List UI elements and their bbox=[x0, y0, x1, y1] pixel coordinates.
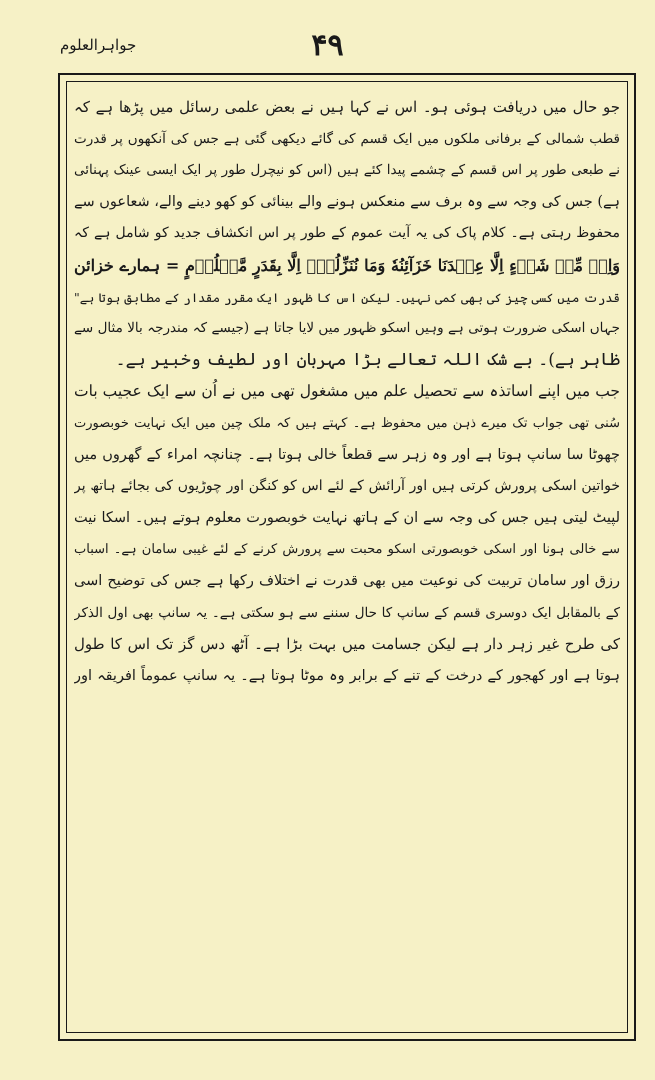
text-line: کی طرح غیر زہر دار ہے لیکن جسامت میں بہت بڑا ہے۔ آٹھ دس گز تک اس کا طول bbox=[74, 635, 620, 654]
page-number: ۴۹ bbox=[311, 28, 344, 63]
text-line: جو حال میں دریافت ہوئی ہو۔ اس نے کہا ہیں نے بعض علمی رسائل میں پڑھا ہے کہ bbox=[74, 98, 620, 116]
text-line: قطب شمالی کے برفانی ملکوں میں ایک قسم کی گائے دیکھی گئی ہے جس کی آنکھوں پر قدرت bbox=[74, 130, 620, 147]
text-line: لپیٹ لیتی ہیں جس کی وجہ سے ان کے ہاتھ نہایت خوبصورت معلوم ہوتے ہیں۔ اسکا نیت bbox=[74, 509, 620, 526]
text-line: قدرت میں کسی چیز کی بھی کمی نہیں۔ لیکن اس کا ظہور ایک مقرر مقدار کے مطابق ہوتا ہے" bbox=[74, 289, 620, 305]
text-line: ظاہر ہے)۔ بے شک اللہ تعالے بڑا مہربان اور لطیف وخبیر ہے۔ bbox=[115, 349, 620, 370]
text-line: جب میں اپنے اساتذہ سے تحصیل علم میں مشغول تھی میں نے اُن سے ایک عجیب بات bbox=[74, 382, 620, 401]
text-line: سُنی تھی جواب تک میرے ذہن میں محفوظ ہے۔ کہتے ہیں کہ ملک چین میں ایک نہایت خوبصورت bbox=[74, 415, 620, 431]
text-line: وَاِنۡ مِّنۡ شَیۡءٍ اِلَّا عِنۡدَنَا خَزَآئِنُهٗ وَمَا نُنَزِّلُهٗۤ اِلَّا بِقَدَرٍ مَّعۡلُوۡمٍ = ہمارے خزائن bbox=[74, 255, 620, 275]
text-line: رزق اور سامان تربیت کی نوعیت میں بھی قدرت نے اختلاف رکھا ہے جس کی توضیح اسی bbox=[74, 572, 620, 589]
text-line: نے طبعی طور پر اس قسم کے چشمے پیدا کئے ہیں (اس کو نیچرل طور پر ایک ایسی عینک پہنائی bbox=[74, 162, 620, 179]
text-line: سے خالی ہونا اور اسکی خوبصورتی اسکو محبت سے پرورش کرنے کے لئے غیبی سامان ہے۔ اسباب bbox=[74, 542, 620, 558]
text-line: کے بالمقابل ایک دوسری قسم کے سانپ کا حال سننے سے ہو سکتی ہے۔ یہ سانپ بھی اول الذکر bbox=[74, 604, 620, 621]
running-title: جواہرالعلوم bbox=[60, 36, 137, 54]
text-line: خواتین اسکی پرورش کرتی ہیں اور آرائش کے لئے اس کو کنگن اور چوڑیوں کی بجائے ہاتھ پر bbox=[74, 478, 620, 495]
text-line: جہاں اسکی ضرورت ہوتی ہے وہیں اسکو ظہور میں لایا جاتا ہے (جیسے کہ مندرجہ بالا مثال سے bbox=[74, 320, 620, 337]
body-text bbox=[74, 92, 620, 1022]
text-line: ہوتا ہے اور کھجور کے درخت کے تنے کے برابر وہ موٹا ہوتا ہے۔ یہ سانپ عموماً افریقہ اور bbox=[74, 667, 620, 684]
text-line: محفوظ رہتی ہے۔ کلام پاک کی یہ آیت عموم کے طور پر اس انکشاف جدید کو شامل ہے کہ bbox=[74, 225, 620, 242]
text-line: چھوٹا سا سانپ ہوتا ہے اور وہ زہر سے قطعاً خالی ہوتا ہے۔ چنانچہ امراء کے گھروں میں bbox=[74, 446, 620, 463]
text-line: ہے) جس کی وجہ سے وہ برف سے منعکس ہونے والے بینائی کو کھو دینے والے، شعاعوں سے bbox=[74, 193, 620, 210]
